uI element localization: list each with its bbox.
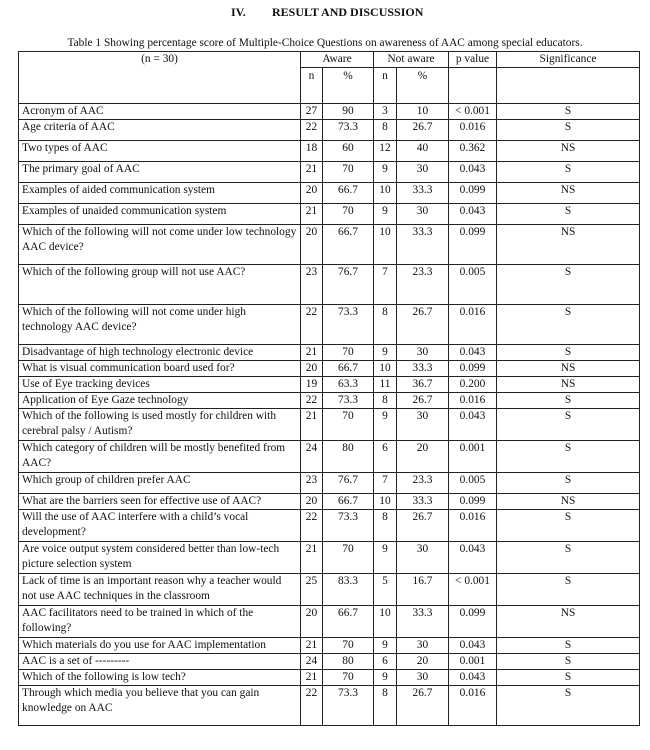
section-number: IV.	[231, 5, 246, 19]
table-row	[19, 345, 640, 361]
aware-pct-cell: 66.7	[323, 494, 374, 510]
table-row	[19, 141, 640, 162]
aware-pct-cell: 70	[323, 345, 374, 361]
significance-cell: S	[497, 204, 640, 225]
question-cell: AAC facilitators need to be trained in which of the following?	[19, 606, 301, 638]
significance-cell: S	[497, 345, 640, 361]
question-cell: Which of the following is low tech?	[19, 670, 301, 686]
p-value-cell: 0.005	[449, 265, 497, 305]
table-row	[19, 393, 640, 409]
question-cell: Which of the following is used mostly for children with cerebral palsy / Autism?	[19, 409, 301, 441]
header-aware-n: n	[301, 68, 323, 104]
not-aware-pct-cell: 36.7	[397, 377, 449, 393]
not-aware-pct-cell: 10	[397, 104, 449, 120]
question-cell: Through which media you believe that you can gain knowledge on AAC	[19, 686, 301, 726]
p-value-cell: 0.200	[449, 377, 497, 393]
table-row	[19, 686, 640, 726]
aware-n-cell: 20	[301, 606, 323, 638]
not-aware-pct-cell: 30	[397, 542, 449, 574]
significance-cell: S	[497, 104, 640, 120]
not-aware-pct-cell: 23.3	[397, 265, 449, 305]
p-value-cell: 0.016	[449, 393, 497, 409]
p-value-cell: 0.043	[449, 670, 497, 686]
question-cell: Disadvantage of high technology electronic device	[19, 345, 301, 361]
aware-n-cell: 20	[301, 225, 323, 265]
aware-n-cell: 18	[301, 141, 323, 162]
question-cell: The primary goal of AAC	[19, 162, 301, 183]
significance-cell: S	[497, 305, 640, 345]
significance-cell: S	[497, 265, 640, 305]
not-aware-n-cell: 6	[374, 441, 397, 473]
aware-pct-cell: 73.3	[323, 686, 374, 726]
not-aware-n-cell: 10	[374, 225, 397, 265]
not-aware-pct-cell: 40	[397, 141, 449, 162]
aware-n-cell: 21	[301, 204, 323, 225]
significance-cell: S	[497, 686, 640, 726]
not-aware-n-cell: 9	[374, 345, 397, 361]
not-aware-n-cell: 10	[374, 361, 397, 377]
significance-cell: S	[497, 409, 640, 441]
table-row	[19, 670, 640, 686]
table-row	[19, 265, 640, 305]
not-aware-n-cell: 9	[374, 670, 397, 686]
aware-n-cell: 19	[301, 377, 323, 393]
table-row	[19, 638, 640, 654]
aware-n-cell: 21	[301, 670, 323, 686]
p-value-cell: 0.362	[449, 141, 497, 162]
not-aware-pct-cell: 26.7	[397, 120, 449, 141]
aware-pct-cell: 76.7	[323, 265, 374, 305]
significance-cell: NS	[497, 606, 640, 638]
aware-n-cell: 22	[301, 510, 323, 542]
question-cell: Application of Eye Gaze technology	[19, 393, 301, 409]
aware-n-cell: 20	[301, 361, 323, 377]
p-value-cell: 0.043	[449, 204, 497, 225]
not-aware-pct-cell: 16.7	[397, 574, 449, 606]
p-value-cell: 0.099	[449, 494, 497, 510]
significance-cell: S	[497, 441, 640, 473]
significance-cell: S	[497, 574, 640, 606]
table-caption: Table 1 Showing percentage score of Multiple-Choice Questions on awareness of AAC among special educators.	[67, 37, 583, 49]
significance-cell: S	[497, 654, 640, 670]
not-aware-pct-cell: 26.7	[397, 510, 449, 542]
header-not-aware: Not aware	[374, 52, 449, 68]
question-cell: Which group of children prefer AAC	[19, 473, 301, 494]
not-aware-n-cell: 9	[374, 409, 397, 441]
p-value-cell: 0.043	[449, 638, 497, 654]
p-value-cell: 0.016	[449, 120, 497, 141]
not-aware-pct-cell: 26.7	[397, 686, 449, 726]
aware-n-cell: 24	[301, 654, 323, 670]
table-row	[19, 510, 640, 542]
table-row	[19, 120, 640, 141]
not-aware-pct-cell: 33.3	[397, 494, 449, 510]
aware-n-cell: 21	[301, 162, 323, 183]
p-value-cell: 0.099	[449, 361, 497, 377]
not-aware-pct-cell: 26.7	[397, 393, 449, 409]
header-sample: (n = 30)	[19, 52, 301, 104]
not-aware-pct-cell: 20	[397, 441, 449, 473]
aware-pct-cell: 80	[323, 654, 374, 670]
not-aware-n-cell: 10	[374, 606, 397, 638]
aware-n-cell: 22	[301, 305, 323, 345]
not-aware-n-cell: 12	[374, 141, 397, 162]
not-aware-pct-cell: 26.7	[397, 305, 449, 345]
table-row	[19, 473, 640, 494]
significance-cell: S	[497, 393, 640, 409]
question-cell: Two types of AAC	[19, 141, 301, 162]
aware-pct-cell: 76.7	[323, 473, 374, 494]
not-aware-n-cell: 9	[374, 204, 397, 225]
not-aware-pct-cell: 30	[397, 345, 449, 361]
aware-n-cell: 22	[301, 120, 323, 141]
significance-cell: S	[497, 638, 640, 654]
not-aware-pct-cell: 30	[397, 162, 449, 183]
not-aware-pct-cell: 33.3	[397, 606, 449, 638]
table-row	[19, 204, 640, 225]
table-row	[19, 574, 640, 606]
aware-n-cell: 24	[301, 441, 323, 473]
not-aware-pct-cell: 30	[397, 638, 449, 654]
significance-cell: S	[497, 542, 640, 574]
question-cell: Acronym of AAC	[19, 104, 301, 120]
aware-pct-cell: 70	[323, 162, 374, 183]
table-row	[19, 409, 640, 441]
question-cell: Examples of unaided communication system	[19, 204, 301, 225]
p-value-cell: < 0.001	[449, 574, 497, 606]
not-aware-pct-cell: 30	[397, 409, 449, 441]
p-value-cell: 0.043	[449, 345, 497, 361]
question-cell: Which materials do you use for AAC implementation	[19, 638, 301, 654]
significance-cell: NS	[497, 141, 640, 162]
header-p-value: p value	[449, 52, 497, 68]
significance-cell: NS	[497, 494, 640, 510]
not-aware-n-cell: 8	[374, 393, 397, 409]
table-row	[19, 441, 640, 473]
aware-n-cell: 23	[301, 265, 323, 305]
aware-pct-cell: 70	[323, 204, 374, 225]
not-aware-pct-cell: 30	[397, 204, 449, 225]
aware-pct-cell: 83.3	[323, 574, 374, 606]
question-cell: Are voice output system considered better than low-tech picture selection system	[19, 542, 301, 574]
table-row	[19, 162, 640, 183]
significance-cell: S	[497, 120, 640, 141]
significance-cell: NS	[497, 377, 640, 393]
question-cell: Lack of time is an important reason why a teacher would not use AAC techniques in the classroom	[19, 574, 301, 606]
p-value-cell: 0.099	[449, 183, 497, 204]
p-value-cell: 0.043	[449, 162, 497, 183]
aware-n-cell: 21	[301, 542, 323, 574]
aware-n-cell: 21	[301, 409, 323, 441]
not-aware-n-cell: 9	[374, 162, 397, 183]
not-aware-n-cell: 8	[374, 120, 397, 141]
not-aware-n-cell: 9	[374, 638, 397, 654]
aware-pct-cell: 60	[323, 141, 374, 162]
p-value-cell: 0.005	[449, 473, 497, 494]
not-aware-pct-cell: 33.3	[397, 225, 449, 265]
significance-cell: S	[497, 162, 640, 183]
p-value-cell: 0.043	[449, 409, 497, 441]
p-value-cell: 0.099	[449, 606, 497, 638]
p-value-cell: 0.001	[449, 441, 497, 473]
p-value-cell: 0.043	[449, 542, 497, 574]
not-aware-pct-cell: 33.3	[397, 361, 449, 377]
not-aware-n-cell: 7	[374, 265, 397, 305]
aware-pct-cell: 70	[323, 409, 374, 441]
table-row	[19, 542, 640, 574]
significance-cell: S	[497, 473, 640, 494]
header-significance: Significance	[497, 52, 640, 68]
aware-n-cell: 25	[301, 574, 323, 606]
aware-pct-cell: 70	[323, 638, 374, 654]
aware-pct-cell: 73.3	[323, 393, 374, 409]
not-aware-n-cell: 11	[374, 377, 397, 393]
not-aware-pct-cell: 23.3	[397, 473, 449, 494]
not-aware-n-cell: 8	[374, 305, 397, 345]
question-cell: Which of the following will not come under low technology AAC device?	[19, 225, 301, 265]
question-cell: What is visual communication board used for?	[19, 361, 301, 377]
aware-n-cell: 21	[301, 638, 323, 654]
aware-n-cell: 27	[301, 104, 323, 120]
not-aware-n-cell: 7	[374, 473, 397, 494]
question-cell: Will the use of AAC interfere with a child’s vocal development?	[19, 510, 301, 542]
header-p-value-blank	[449, 68, 497, 104]
significance-cell: NS	[497, 183, 640, 204]
not-aware-n-cell: 9	[374, 542, 397, 574]
question-cell: Use of Eye tracking devices	[19, 377, 301, 393]
significance-cell: NS	[497, 225, 640, 265]
aware-pct-cell: 73.3	[323, 510, 374, 542]
table-row	[19, 606, 640, 638]
p-value-cell: < 0.001	[449, 104, 497, 120]
p-value-cell: 0.016	[449, 305, 497, 345]
aware-pct-cell: 70	[323, 670, 374, 686]
table-row	[19, 654, 640, 670]
aware-pct-cell: 73.3	[323, 120, 374, 141]
table-row	[19, 225, 640, 265]
significance-cell: S	[497, 670, 640, 686]
not-aware-pct-cell: 33.3	[397, 183, 449, 204]
not-aware-pct-cell: 30	[397, 670, 449, 686]
aware-n-cell: 20	[301, 183, 323, 204]
significance-cell: S	[497, 510, 640, 542]
question-cell: Examples of aided communication system	[19, 183, 301, 204]
question-cell: Which of the following group will not use AAC?	[19, 265, 301, 305]
not-aware-n-cell: 5	[374, 574, 397, 606]
question-cell: AAC is a set of ---------	[19, 654, 301, 670]
aware-n-cell: 21	[301, 345, 323, 361]
header-row	[19, 52, 640, 68]
aware-pct-cell: 66.7	[323, 225, 374, 265]
significance-cell: NS	[497, 361, 640, 377]
p-value-cell: 0.016	[449, 510, 497, 542]
aware-pct-cell: 66.7	[323, 183, 374, 204]
header-not-aware-n: n	[374, 68, 397, 104]
aware-pct-cell: 90	[323, 104, 374, 120]
table-row	[19, 494, 640, 510]
table-row	[19, 305, 640, 345]
not-aware-n-cell: 10	[374, 183, 397, 204]
header-aware-pct: %	[323, 68, 374, 104]
not-aware-n-cell: 6	[374, 654, 397, 670]
aware-pct-cell: 63.3	[323, 377, 374, 393]
table-row	[19, 104, 640, 120]
p-value-cell: 0.016	[449, 686, 497, 726]
table-row	[19, 361, 640, 377]
question-cell: Which category of children will be mostly benefited from AAC?	[19, 441, 301, 473]
section-title: RESULT AND DISCUSSION	[272, 5, 424, 19]
aware-pct-cell: 70	[323, 542, 374, 574]
p-value-cell: 0.001	[449, 654, 497, 670]
question-cell: Age criteria of AAC	[19, 120, 301, 141]
header-significance-blank	[497, 68, 640, 104]
table-row	[19, 377, 640, 393]
aware-pct-cell: 80	[323, 441, 374, 473]
aware-pct-cell: 66.7	[323, 606, 374, 638]
aware-n-cell: 22	[301, 686, 323, 726]
aware-pct-cell: 73.3	[323, 305, 374, 345]
header-not-aware-pct: %	[397, 68, 449, 104]
not-aware-n-cell: 10	[374, 494, 397, 510]
table-row	[19, 183, 640, 204]
not-aware-n-cell: 8	[374, 686, 397, 726]
aware-pct-cell: 66.7	[323, 361, 374, 377]
header-aware: Aware	[301, 52, 374, 68]
question-cell: Which of the following will not come under high technology AAC device?	[19, 305, 301, 345]
aware-n-cell: 20	[301, 494, 323, 510]
not-aware-n-cell: 8	[374, 510, 397, 542]
not-aware-n-cell: 3	[374, 104, 397, 120]
not-aware-pct-cell: 20	[397, 654, 449, 670]
aware-n-cell: 23	[301, 473, 323, 494]
p-value-cell: 0.099	[449, 225, 497, 265]
question-cell: What are the barriers seen for effective use of AAC?	[19, 494, 301, 510]
results-table	[18, 51, 640, 726]
aware-n-cell: 22	[301, 393, 323, 409]
